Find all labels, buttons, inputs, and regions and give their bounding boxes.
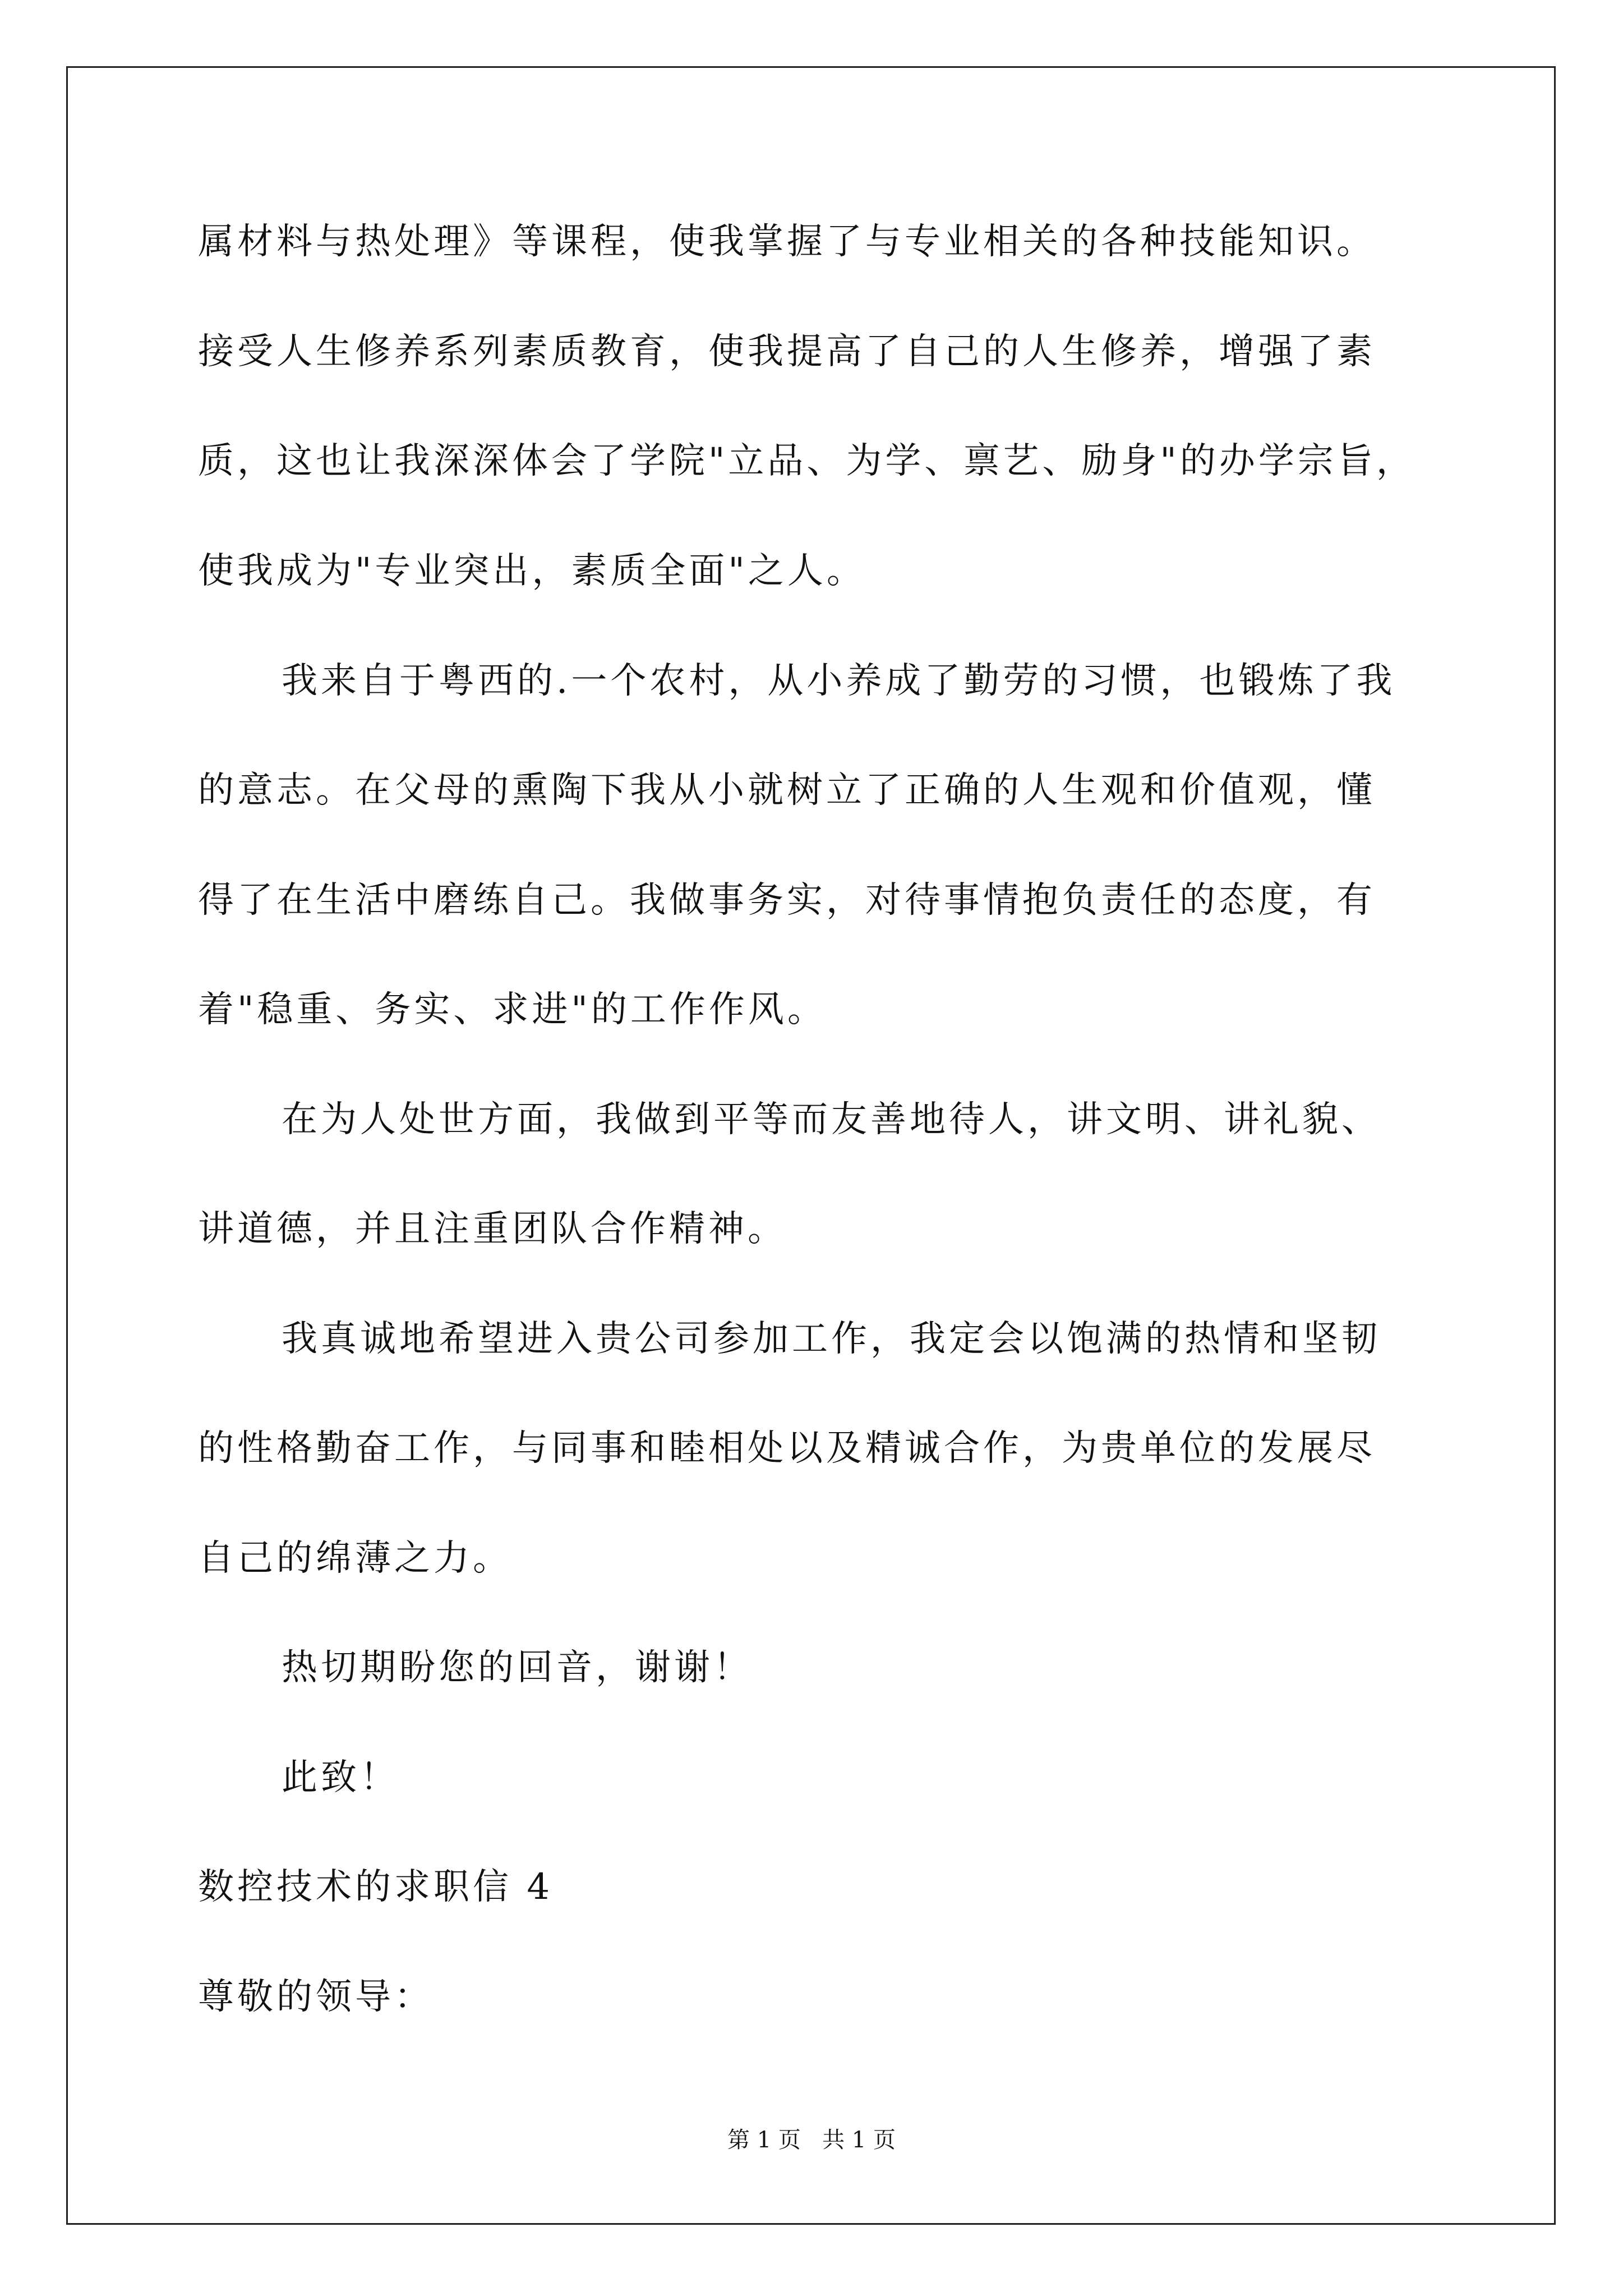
- body-line: 质，这也让我深深体会了学院"立品、为学、禀艺、励身"的办学宗旨，: [198, 440, 1415, 482]
- body-line: 着"稳重、务实、求进"的工作作风。: [198, 989, 827, 1030]
- body-line: 的性格勤奋工作，与同事和睦相处以及精诚合作，为贵单位的发展尽: [198, 1428, 1376, 1469]
- section-title: 数控技术的求职信 4: [198, 1866, 554, 1908]
- body-line: 得了在生活中磨练自己。我做事务实，对待事情抱负责任的态度，有: [198, 880, 1376, 921]
- body-line: 使我成为"专业突出，素质全面"之人。: [198, 550, 866, 592]
- salutation-closing: 此致！: [282, 1757, 399, 1798]
- body-line: 我来自于粤西的.一个农村，从小养成了勤劳的习惯，也锻炼了我: [282, 660, 1396, 702]
- closing-line: 热切期盼您的回音，谢谢！: [282, 1647, 753, 1688]
- page-footer: 第 1 页 共 1 页: [727, 2127, 896, 2153]
- greeting-line: 尊敬的领导：: [198, 1976, 434, 2018]
- body-line: 自己的绵薄之力。: [198, 1538, 512, 1579]
- body-line: 在为人处世方面，我做到平等而友善地待人，讲文明、讲礼貌、: [282, 1099, 1381, 1140]
- body-line: 我真诚地希望进入贵公司参加工作，我定会以饱满的热情和坚韧: [282, 1318, 1381, 1360]
- body-line: 接受人生修养系列素质教育，使我提高了自己的人生修养，增强了素: [198, 331, 1376, 372]
- body-line: 属材料与热处理》等课程，使我掌握了与专业相关的各种技能知识。: [198, 221, 1376, 263]
- body-line: 的意志。在父母的熏陶下我从小就树立了正确的人生观和价值观，懂: [198, 770, 1376, 811]
- body-line: 讲道德，并且注重团队合作精神。: [198, 1208, 787, 1250]
